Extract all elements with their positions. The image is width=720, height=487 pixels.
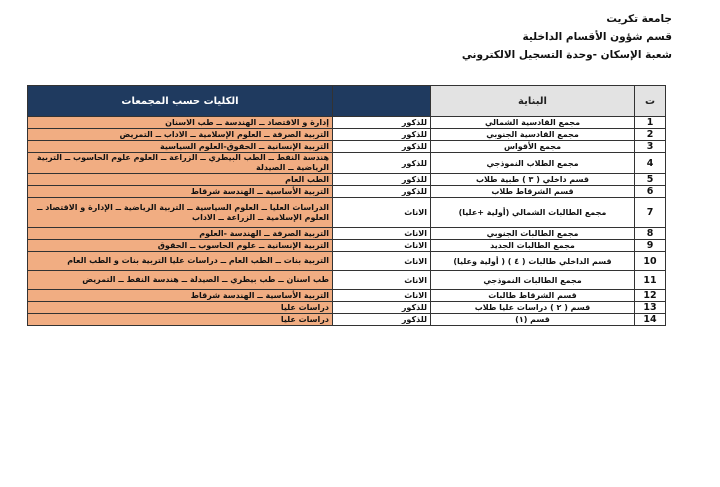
row-number: 6 [635,186,666,198]
row-building: مجمع القادسية الجنوبي [431,129,635,141]
table-row [28,129,666,141]
row-gender: للذكور [333,302,431,314]
table-row [28,117,666,129]
university-name: جامعة تكريت [606,13,672,25]
row-colleges: إدارة و الاقتصاد ــ الهندسة ــ طب الاسنان [28,117,333,129]
row-building: مجمع الطلاب النموذجي [431,153,635,174]
row-building: مجمع القادسية الشمالي [431,117,635,129]
table-row [28,174,666,186]
table-row [28,240,666,252]
header-gender [333,86,431,117]
row-colleges: التربية بنات ــ الطب العام ــ دراسات عليا التربية بنات و الطب العام [28,252,333,271]
row-gender: للذكور [333,314,431,326]
row-colleges: التربية الإنسانية ــ الحقوق-العلوم السياسية [28,141,333,153]
row-number: 7 [635,198,666,228]
header-colleges: الكليات حسب المجمعات [28,86,333,117]
row-building: قسم الشرقاط طالبات [431,290,635,302]
header-building: البناية [431,86,635,117]
row-number: 8 [635,228,666,240]
housing-table [27,85,666,326]
row-building: مجمع الأقواس [431,141,635,153]
row-gender: للذكور [333,141,431,153]
row-gender: الاناث [333,290,431,302]
row-colleges: دراسات عليا [28,302,333,314]
table-row [28,198,666,228]
table-header-row [28,86,666,117]
table-row [28,271,666,290]
row-colleges: التربية الإنسانية ــ علوم الحاسوب ــ الحقوق [28,240,333,252]
row-building: مجمع الطالبات الجديد [431,240,635,252]
row-colleges: دراسات عليا [28,314,333,326]
table-row [28,314,666,326]
row-number: 11 [635,271,666,290]
row-gender: للذكور [333,153,431,174]
row-number: 3 [635,141,666,153]
row-colleges: التربية الصرفة ــ العلوم الإسلامية ــ الاداب ــ التمريض [28,129,333,141]
row-building: قسم (١) [431,314,635,326]
row-number: 2 [635,129,666,141]
document-header [372,10,672,64]
row-colleges: هندسة النفط ــ الطب البيطري ــ الزراعة ــ العلوم علوم الحاسوب ــ التربية الرياضية ــ الصيدلة [28,153,333,174]
row-gender: للذكور [333,174,431,186]
table-row [28,302,666,314]
row-number: 1 [635,117,666,129]
row-gender: الاناث [333,252,431,271]
row-building: مجمع الطالبات الجنوبي [431,228,635,240]
row-number: 12 [635,290,666,302]
row-gender: للذكور [333,117,431,129]
row-gender: الاناث [333,198,431,228]
row-colleges: الدراسات العليا ــ العلوم السياسية ــ التربية الرياضية ــ الإدارة و الاقتصاد ــ العلوم الإسلامية ــ الزراعة ــ الاداب [28,198,333,228]
unit-name: شعبة الإسكان -وحدة التسجيل الالكتروني [461,49,672,61]
table-row [28,290,666,302]
row-building: قسم داخلي ( ٣ ) طبية طلاب [431,174,635,186]
row-colleges: التربية الصرفة ــ الهندسة -العلوم [28,228,333,240]
row-building: مجمع الطالبات النموذجي [431,271,635,290]
row-gender: الاناث [333,228,431,240]
row-number: 4 [635,153,666,174]
row-number: 14 [635,314,666,326]
row-building: مجمع الطالبات الشمالي (أولية +عليا) [431,198,635,228]
row-colleges: الطب العام [28,174,333,186]
row-gender: الاناث [333,240,431,252]
table-row [28,153,666,174]
table-row [28,141,666,153]
row-building: قسم الشرقاط طلاب [431,186,635,198]
row-number: 13 [635,302,666,314]
row-colleges: التربية الأساسية ــ الهندسة شرقاط [28,290,333,302]
header-number: ت [635,86,666,117]
table-row [28,186,666,198]
table-row [28,252,666,271]
row-gender: الاناث [333,271,431,290]
row-colleges: التربية الأساسية ــ الهندسة شرقاط [28,186,333,198]
row-building: قسم ( ٢ ) دراسات عليا طلاب [431,302,635,314]
department-name: قسم شؤون الأقسام الداخلية [522,31,672,43]
row-number: 10 [635,252,666,271]
row-number: 9 [635,240,666,252]
table-row [28,228,666,240]
row-gender: للذكور [333,186,431,198]
row-building: قسم الداخلي طالبات ( ٤ ) ( أولية وعليا) [431,252,635,271]
row-colleges: طب اسنان ــ طب بيطري ــ الصيدلة ــ هندسة النفط ــ التمريض [28,271,333,290]
row-gender: للذكور [333,129,431,141]
row-number: 5 [635,174,666,186]
